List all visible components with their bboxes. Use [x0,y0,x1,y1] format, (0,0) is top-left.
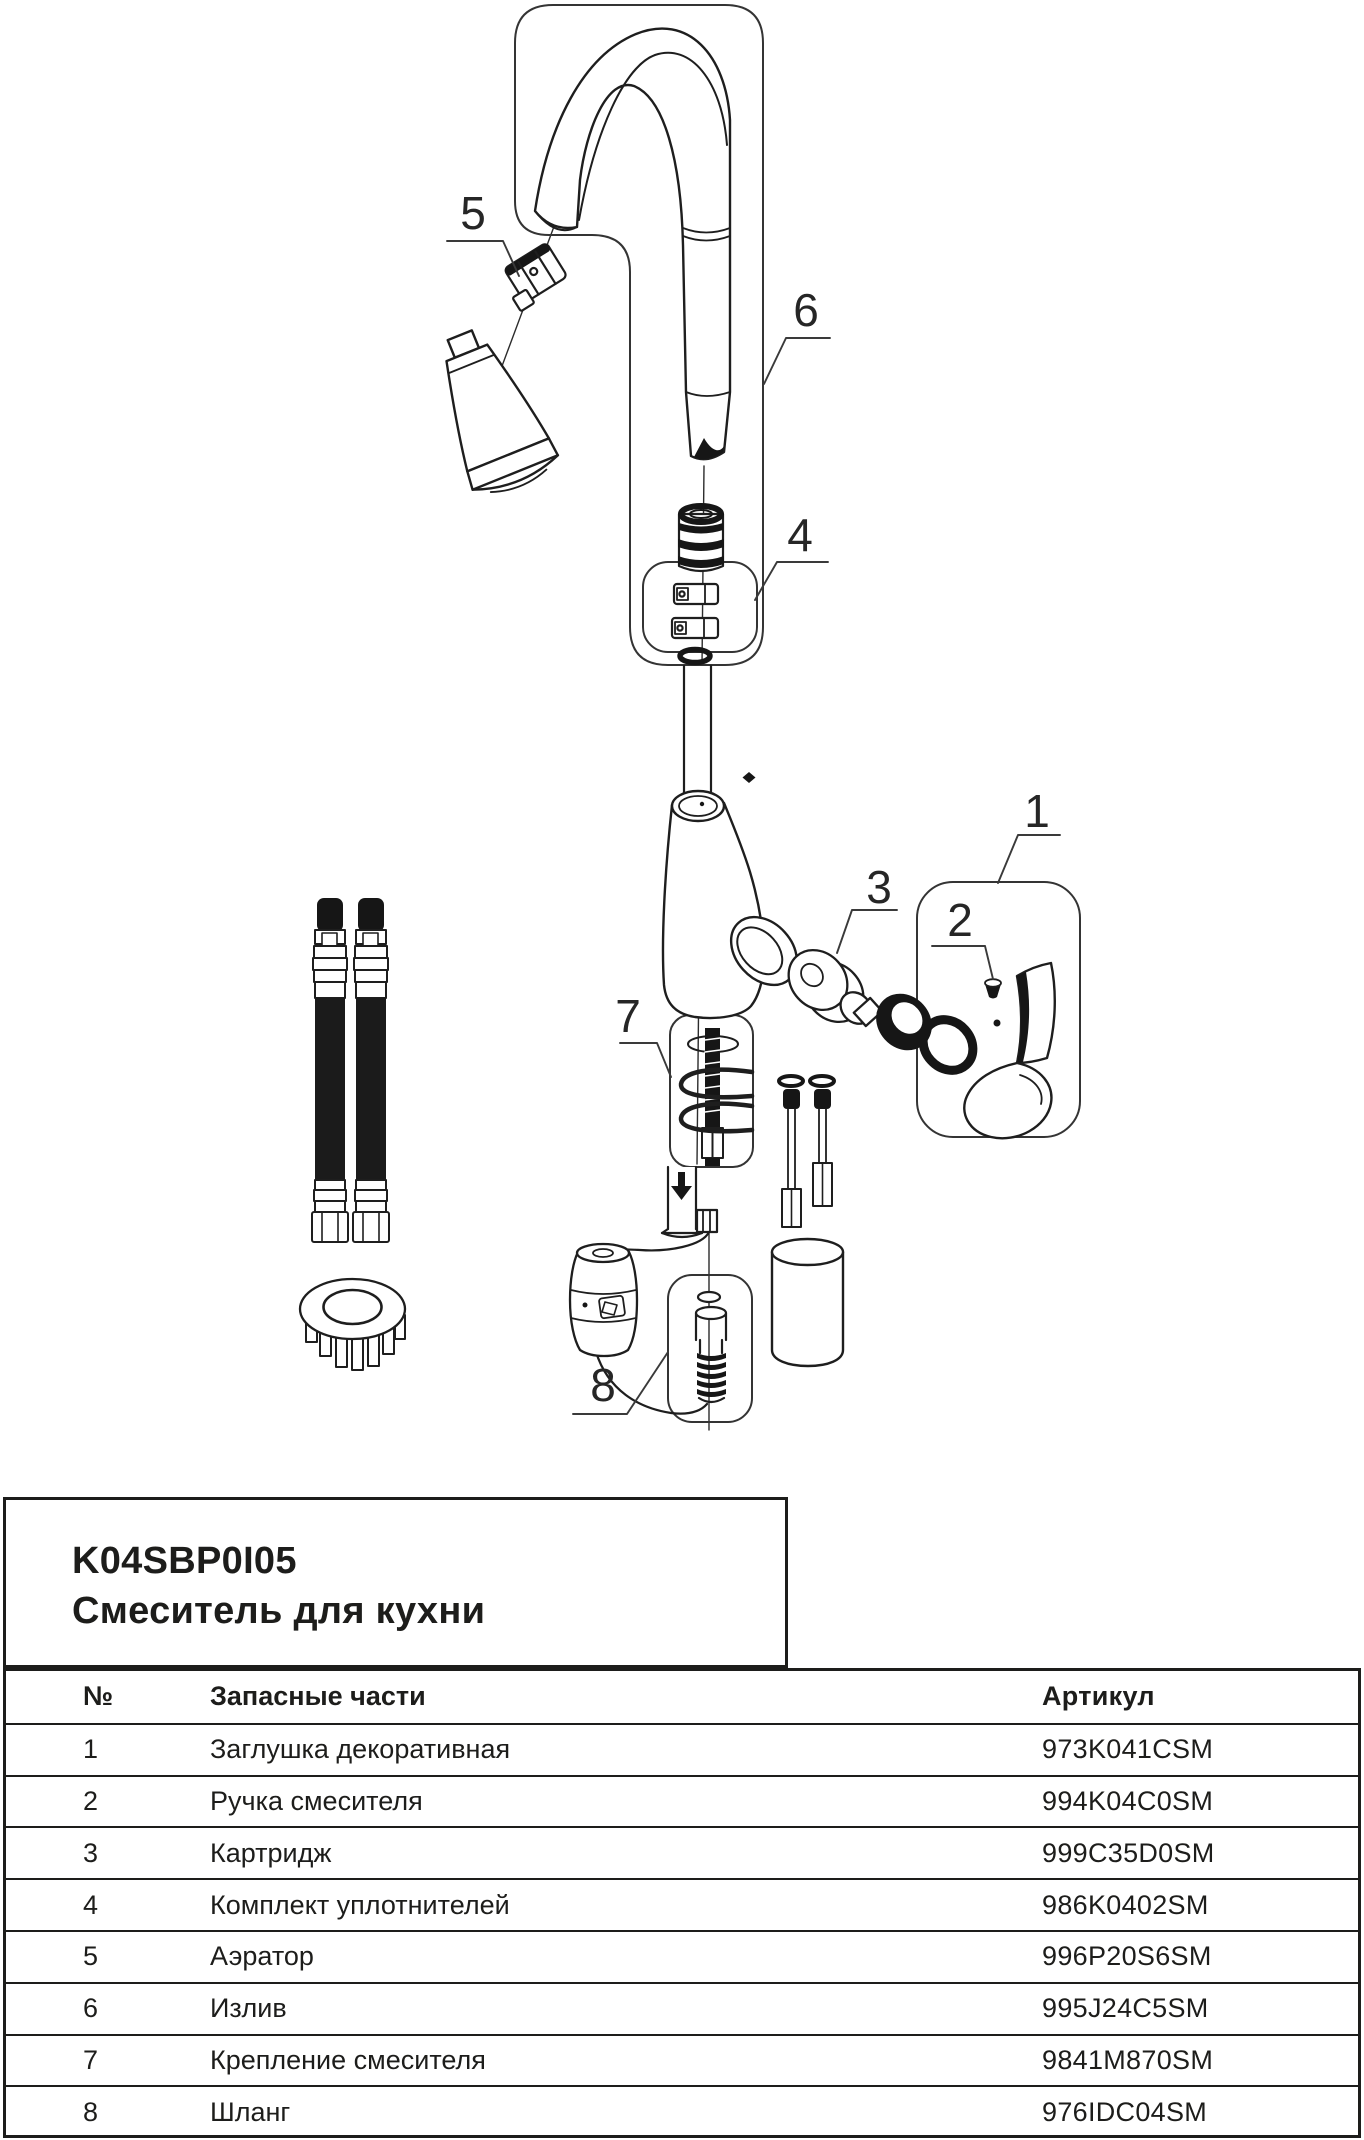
cell-article: 973K041CSM [1042,1734,1214,1765]
sprayhead [417,318,563,503]
stud-right [810,1076,834,1206]
cell-article: 996P20S6SM [1042,1941,1212,1972]
mounting-kit [681,1028,752,1166]
title-block [3,1497,788,1668]
clip-upper [674,584,718,604]
cell-num: 7 [83,2044,99,2075]
supply-hoses [312,898,389,1242]
cell-num: 6 [83,1993,99,2024]
callout-label-3: 3 [866,861,892,913]
leader-1 [998,835,1060,883]
cell-num: 4 [83,1889,99,1920]
spout [535,29,730,460]
header-num: № [83,1681,114,1712]
callout-label-4: 4 [787,509,813,561]
leader-7 [620,1043,671,1077]
toothed-base-ring [300,1279,405,1370]
clip-lower [672,618,718,638]
cell-num: 2 [83,1785,99,1816]
callout-label-2: 2 [947,894,973,946]
cell-name: Крепление смесителя [210,2044,486,2075]
callout-label-1: 1 [1024,785,1050,837]
cell-name: Ручка смесителя [210,1785,423,1816]
callout-label-7: 7 [615,990,641,1042]
callout-label-6: 6 [793,284,819,336]
table-row [6,1826,1358,1878]
callout-label-8: 8 [590,1359,616,1411]
cell-article: 9841M870SM [1042,2044,1214,2075]
cell-article: 976IDC04SM [1042,2096,1208,2127]
leader-4 [755,562,828,600]
leader-6 [764,338,830,384]
cell-name: Излив [210,1993,287,2024]
stud-left [779,1076,803,1227]
o-ring-small [680,650,710,663]
cell-name: Аэратор [210,1941,314,1972]
cell-name: Заглушка декоративная [210,1734,511,1765]
cell-num: 1 [83,1734,99,1765]
cell-article: 994K04C0SM [1042,1785,1214,1816]
supply-hose-right [353,898,389,1242]
cell-name: Картридж [210,1837,332,1868]
cell-name: Комплект уплотнителей [210,1889,510,1920]
cell-article: 999C35D0SM [1042,1837,1215,1868]
parts-table [3,1668,1361,2138]
header-name: Запасные части [210,1681,426,1712]
cell-article: 995J24C5SM [1042,1993,1209,2024]
product-name: Смеситель для кухни [72,1590,486,1633]
cell-num: 5 [83,1941,99,1972]
spout-shank [682,666,713,792]
cell-name: Шланг [210,2096,291,2127]
table-header-row [6,1671,1358,1723]
table-row [6,1930,1358,1982]
handle-screw [985,979,1001,1026]
model-code: K04SBP0I05 [72,1540,297,1582]
cell-num: 3 [83,1837,99,1868]
hose-weight [570,1244,637,1356]
table-row [6,1982,1358,2034]
table-row [6,1878,1358,1930]
cell-num: 8 [83,2096,99,2127]
dot-marker [743,772,756,783]
tailpiece-o-rings [678,506,724,571]
leader-3 [837,910,897,953]
leader-lines [447,241,1060,1414]
cell-article: 986K0402SM [1042,1889,1209,1920]
mounting-studs [779,1076,834,1227]
table-row [6,1775,1358,1827]
hose-fitting [696,1292,726,1402]
callout-label-5: 5 [460,187,486,239]
table-row [6,2085,1358,2137]
supply-hose-left [312,898,348,1242]
handle [964,963,1055,1138]
leader-8 [573,1352,668,1414]
callout-labels [460,187,1050,1411]
table-row [6,1723,1358,1775]
deck-tube [662,1167,717,1237]
leader-2 [932,946,993,979]
table-row [6,2034,1358,2086]
spacer-cylinder [772,1239,843,1366]
seal-kit-clips [672,584,718,663]
header-article: Артикул [1042,1681,1155,1712]
